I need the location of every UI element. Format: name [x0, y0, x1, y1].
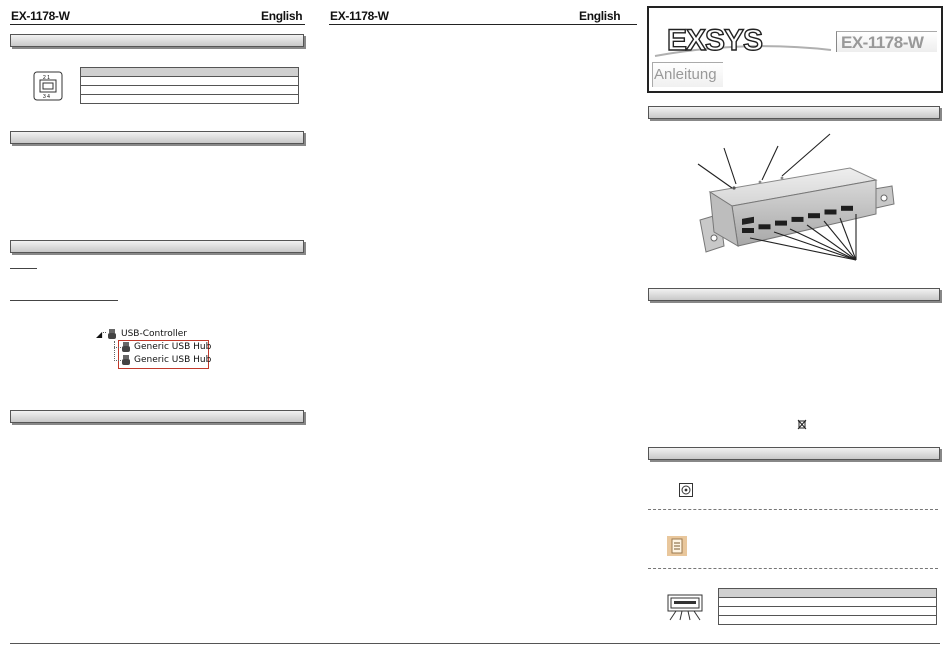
- usb-a-connector-icon: [666, 593, 706, 623]
- usb-hub-icon: [122, 355, 130, 366]
- section-bar-connectors: [10, 34, 304, 47]
- section-bar-connections: [648, 447, 940, 460]
- brand-logo-text: EXSYS: [667, 24, 763, 57]
- tree-hub-label[interactable]: Generic USB Hub: [134, 342, 212, 352]
- header-rule: [329, 24, 637, 25]
- tree-branch: [114, 360, 121, 361]
- usb-port: [841, 206, 853, 211]
- svg-text:3 4: 3 4: [43, 94, 50, 100]
- dashed-divider: [648, 509, 938, 510]
- section-bar-overview: [648, 106, 940, 119]
- cover-box: [647, 6, 943, 93]
- cover-model: EX-1178-W: [841, 33, 924, 52]
- terminal-block-icon: [667, 536, 687, 556]
- tree-branch: [114, 341, 115, 361]
- section-bar-hardware: [10, 131, 304, 144]
- section-bar-description: [648, 288, 940, 301]
- cover-subtitle: Anleitung: [654, 66, 717, 83]
- usb-device-icon: [108, 329, 116, 340]
- section-bar-driver: [10, 240, 304, 253]
- tree-controller-label[interactable]: USB-Controller: [121, 329, 187, 339]
- page2-language-header: English: [579, 9, 621, 23]
- cover-subtitle-plate: [652, 62, 723, 87]
- section-bar-cleaning: [10, 410, 304, 423]
- dc-jack-icon: [679, 483, 693, 497]
- tree-expand-icon[interactable]: ◢: [96, 330, 103, 339]
- usb-port: [775, 221, 787, 226]
- usb-b-connector-icon: [33, 71, 63, 101]
- usb-port: [792, 217, 804, 222]
- tree-branch: [114, 347, 121, 348]
- usb-port: [825, 210, 837, 215]
- header-rule: [10, 24, 305, 25]
- usb-port: [742, 228, 754, 233]
- exsys-logo: [653, 10, 833, 62]
- svg-text:2 1: 2 1: [43, 75, 50, 81]
- device-manager-tree: [96, 329, 216, 371]
- usb-port: [808, 213, 820, 218]
- underline-heading-long: [10, 300, 118, 301]
- cover-model-plate: [836, 31, 937, 52]
- usb-a-pin-table: [718, 588, 937, 625]
- underline-heading-short: [10, 268, 37, 269]
- page1-language-header: English: [261, 9, 303, 23]
- dashed-divider: [648, 568, 938, 569]
- usb-b-pin-table: [80, 67, 299, 104]
- tree-branch: [103, 332, 106, 333]
- usb-port: [759, 224, 771, 229]
- weee-bin-icon: [797, 419, 807, 430]
- page1-model-header: EX-1178-W: [11, 9, 70, 23]
- footer-rule: [10, 643, 940, 644]
- tree-hub-label[interactable]: Generic USB Hub: [134, 355, 212, 365]
- usb-hub-icon: [122, 342, 130, 353]
- page2-model-header: EX-1178-W: [330, 9, 389, 23]
- usb-hub-product-image: [690, 128, 910, 278]
